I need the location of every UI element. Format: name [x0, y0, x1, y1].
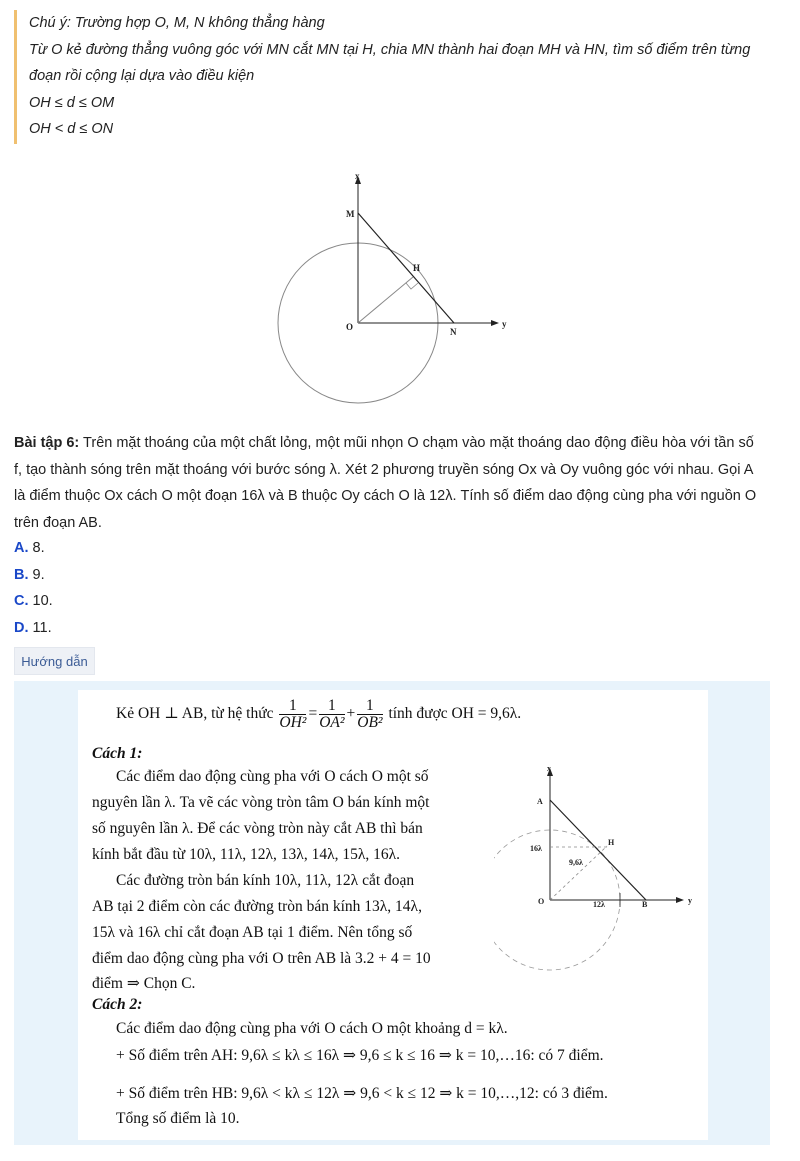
label-h: H	[608, 838, 615, 847]
question-text	[14, 430, 782, 536]
solution-text: Kẻ OH ⊥ AB, từ hệ thức	[116, 705, 274, 723]
method-2-line: + Số điểm trên HB: 9,6λ < kλ ≤ 12λ ⇒ 9,6 < k ≤ 12 ⇒ k = 10,…,12: có 3 điểm.	[116, 1085, 608, 1102]
fraction-oa	[319, 698, 344, 731]
label-oh: 9,6λ	[569, 858, 583, 867]
note-line: OH ≤ d ≤ OM	[29, 94, 115, 111]
option-c[interactable]	[14, 588, 53, 615]
axis-y-arrow	[491, 320, 499, 326]
method-1-line: nguyên lần λ. Ta vẽ các vòng tròn tâm O bán kính một	[92, 794, 430, 811]
solution-line-1: Kẻ OH ⊥ AB, từ hệ thức $\frac{1}{\text{OH²}}$ = $\frac{1}{\text{OA²}}$ + $\frac{1}{\text{OB²}}$ tính được OH = 9,6λ.	[116, 697, 522, 731]
option-d[interactable]	[14, 615, 53, 642]
diagram-oab	[494, 762, 704, 972]
frac-den: OB²	[357, 714, 383, 731]
label-o: O	[538, 897, 545, 906]
label-oa: 16λ	[530, 844, 542, 853]
option-text: 9.	[32, 566, 45, 583]
option-letter: C.	[14, 593, 29, 609]
label-a: A	[537, 797, 543, 806]
segment-ab	[550, 800, 646, 900]
method-1-line: Các điểm dao động cùng pha với O cách O một số	[116, 768, 429, 785]
question-line: là điểm thuộc Ox cách O một đoạn 16λ và B thuộc Oy cách O là 12λ. Tính số điểm dao động cùng pha với nguồn O	[14, 488, 757, 504]
label-n: N	[450, 327, 457, 337]
note-line: Chú ý: Trường hợp O, M, N không thẳng hàng	[29, 15, 325, 31]
question-line: f, tạo thành sóng trên mặt thoáng với bước sóng λ. Xét 2 phương truyền sóng Ox và Oy vuông góc với nhau. Gọi A	[14, 461, 754, 478]
frac-den: OH²	[279, 714, 307, 731]
hint-button[interactable]: Hướng dẫn	[14, 647, 95, 675]
option-letter: A.	[14, 540, 29, 556]
question-line: Trên mặt thoáng của một chất lỏng, một mũi nhọn O chạm vào mặt thoáng dao động điều hòa với tần số	[83, 435, 754, 451]
note-line: OH < d ≤ ON	[29, 121, 114, 137]
option-letter: D.	[14, 619, 29, 636]
note-line: Từ O kẻ đường thẳng vuông góc với MN cắt MN tại H, chia MN thành hai đoạn MH và HN, tìm số điểm trên từng	[29, 41, 751, 58]
segment-oh	[358, 277, 413, 323]
label-ob: 12λ	[593, 900, 605, 909]
right-angle-mark	[406, 283, 418, 289]
label-x: x	[355, 171, 360, 181]
label-x: x	[547, 764, 551, 773]
answer-options	[14, 535, 53, 641]
label-o: O	[346, 322, 354, 332]
option-text: 11.	[32, 619, 52, 636]
method-2-title: Cách 2:	[92, 996, 143, 1013]
method-1-line: điểm ⇒ Chọn C.	[92, 975, 196, 992]
note-line: đoạn rồi cộng lại dựa vào điều kiện	[29, 68, 255, 84]
fraction-oh	[279, 698, 306, 731]
fraction-ob	[357, 698, 382, 731]
option-text: 10.	[32, 593, 53, 609]
label-y: y	[688, 896, 692, 905]
option-text: 8.	[32, 540, 45, 556]
label-b: B	[642, 900, 648, 909]
method-2-line: Tổng số điểm là 10.	[116, 1110, 240, 1127]
solution-text: tính được OH = 9,6λ.	[388, 705, 522, 723]
method-1-line: 15λ và 16λ chỉ cắt đoạn AB tại 1 điểm. Nên tổng số	[92, 924, 413, 941]
diagram-omn	[270, 170, 530, 405]
question-title: Bài tập 6:	[14, 435, 80, 451]
method-1-title: Cách 1:	[92, 745, 143, 762]
axis-y-arrow	[676, 897, 684, 903]
frac-num: 1	[279, 698, 306, 715]
label-y: y	[502, 319, 507, 329]
option-letter: B.	[14, 566, 29, 583]
method-1-line: điểm dao động cùng pha với O trên AB là 3.2 + 4 = 10	[92, 950, 431, 967]
method-1-line: AB tại 2 điểm còn các đường tròn bán kính 13λ, 14λ,	[92, 898, 422, 915]
method-2-line: Các điểm dao động cùng pha với O cách O một khoảng d = kλ.	[116, 1020, 508, 1037]
segment-oh	[550, 846, 607, 900]
note-block	[14, 10, 784, 144]
method-1-line: Các đường tròn bán kính 10λ, 11λ, 12λ cắt đoạn	[116, 872, 415, 889]
solution-image	[78, 690, 708, 1140]
frac-den: OA²	[319, 714, 345, 731]
method-2-line: + Số điểm trên AH: 9,6λ ≤ kλ ≤ 16λ ⇒ 9,6 ≤ k ≤ 16 ⇒ k = 10,…16: có 7 điểm.	[116, 1047, 604, 1064]
option-a[interactable]	[14, 535, 53, 562]
question-line: trên đoạn AB.	[14, 514, 102, 531]
option-b[interactable]	[14, 562, 53, 589]
frac-num: 1	[357, 698, 382, 715]
label-h: H	[413, 263, 421, 273]
method-1-line: số nguyên lần λ. Để các vòng tròn này cắt AB thì bán	[92, 820, 423, 837]
frac-num: 1	[319, 698, 344, 715]
segment-mn	[358, 213, 454, 323]
method-1-line: kính bắt đầu từ 10λ, 11λ, 12λ, 13λ, 14λ, 15λ, 16λ.	[92, 846, 400, 863]
label-m: M	[346, 209, 355, 219]
